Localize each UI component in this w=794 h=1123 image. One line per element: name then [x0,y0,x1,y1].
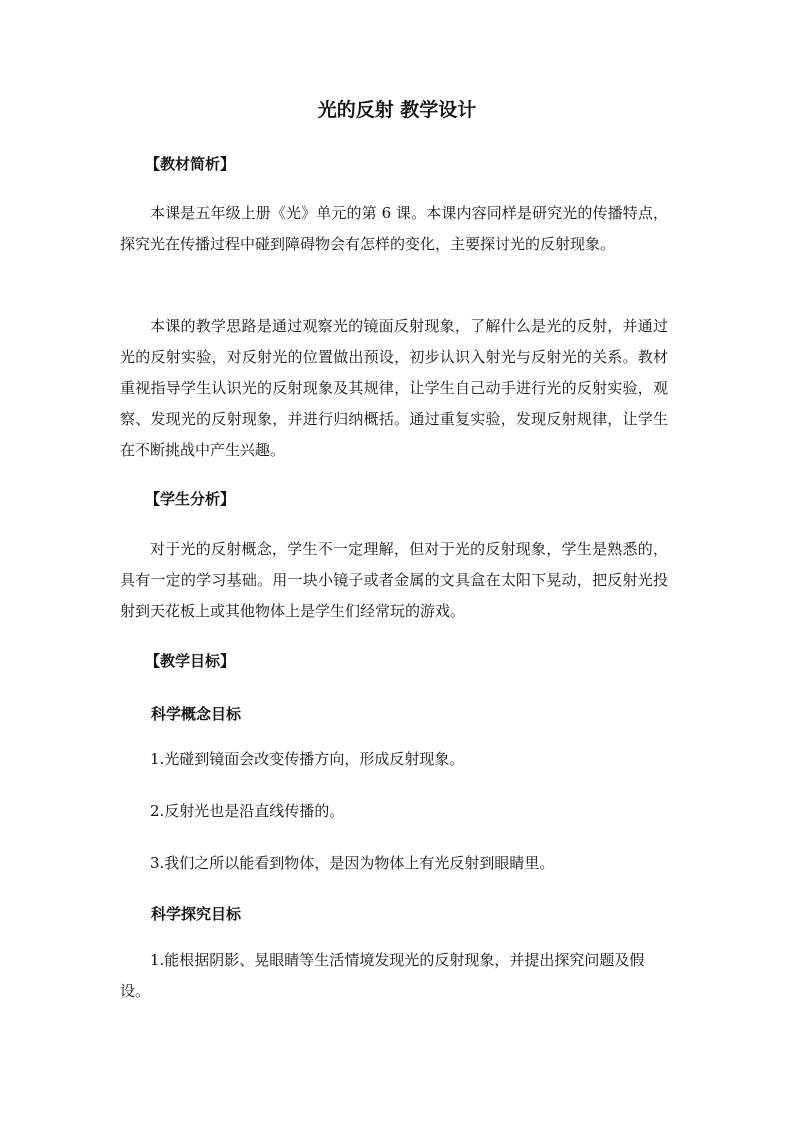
paragraph-textbook-1: 本课是五年级上册《光》单元的第 6 课。本课内容同样是研究光的传播特点，探究光在传播过程中碰到障碍物会有怎样的变化，主要探讨光的反射现象。 [120,204,668,253]
section-heading-students: 【学生分析】 [145,490,236,508]
document-title: 光的反射 教学设计 [317,99,477,121]
subheading-inquiry-goals: 科学探究目标 [151,905,242,923]
paragraph-students-1: 对于光的反射概念，学生不一定理解，但对于光的反射现象，学生是熟悉的，具有一定的学习基础。用一块小镜子或者金属的文具盒在太阳下晃动，把反射光投射到天花板上或其他物体上是学生们经常玩的游戏。 [120,540,668,620]
concept-item-3: 3.我们之所以能看到物体，是因为物体上有光反射到眼睛里。 [150,854,555,872]
section-heading-textbook: 【教材简析】 [145,155,236,173]
paragraph-textbook-2: 本课的教学思路是通过观察光的镜面反射现象，了解什么是光的反射，并通过光的反射实验，对反射光的位置做出预设，初步认识入射光与反射光的关系。教材重视指导学生认识光的反射现象及其规律，让学生自己动手进行光的反射实验，观察、发现光的反射现象，并进行归纳概括。通过重复实验，发现反射规律，让学生在不断挑战中产生兴趣。 [120,317,668,459]
section-heading-goals: 【教学目标】 [145,652,236,670]
subheading-concept-goals: 科学概念目标 [151,705,242,723]
concept-item-2: 2.反射光也是沿直线传播的。 [150,802,345,820]
concept-item-1: 1.光碰到镜面会改变传播方向，形成反射现象。 [150,750,465,768]
inquiry-item-1: 1.能根据阴影、晃眼睛等生活情境发现光的反射现象，并提出探究问题及假设。 [120,951,645,1000]
